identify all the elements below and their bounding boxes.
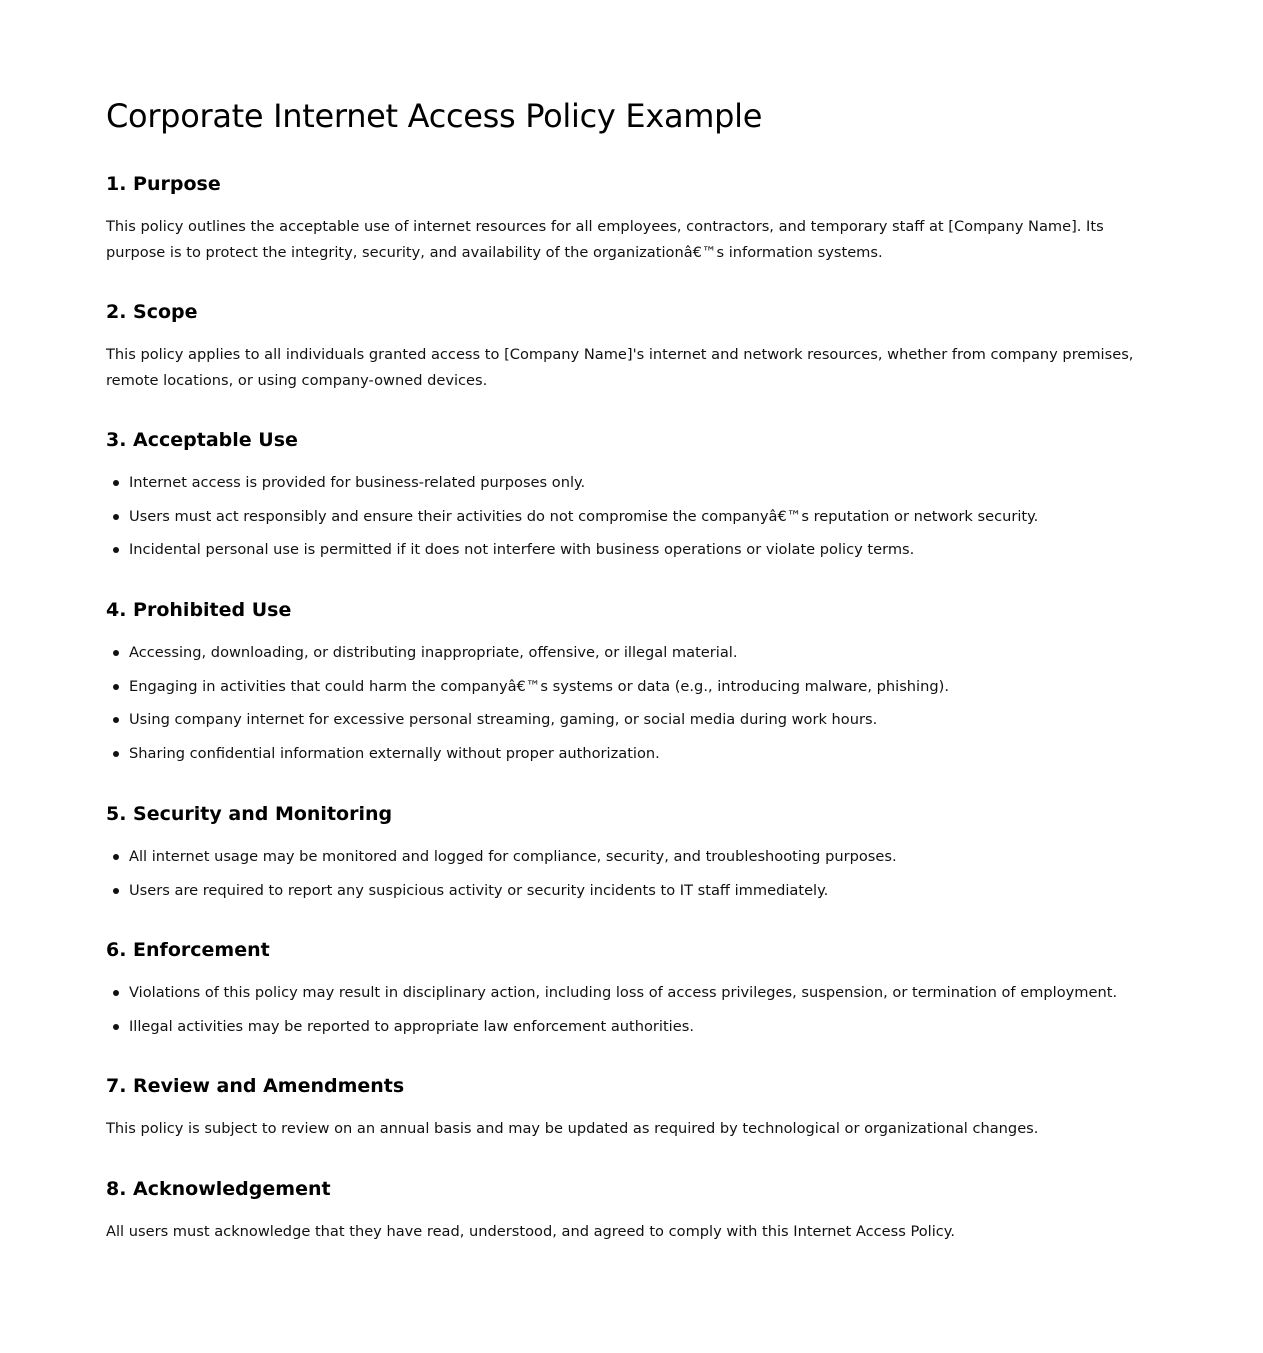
list-item-text: Engaging in activities that could harm the companyâ€™s systems or data (e.g., introducing malware, phishing). xyxy=(129,677,949,695)
bullet-list xyxy=(106,983,1166,1037)
section-heading: 5. Security and Monitoring xyxy=(106,803,393,825)
bullet-icon xyxy=(113,854,119,860)
section-paragraph: This policy applies to all individuals granted access to [Company Name]'s internet and network resources, whether from company premises, remote locations, or using company-owned devices. xyxy=(106,346,1134,389)
list-item-text: Sharing confidential information externally without proper authorization. xyxy=(129,745,660,763)
list-item xyxy=(106,744,1166,764)
list-item-text: Incidental personal use is permitted if it does not interfere with business operations or violate policy terms. xyxy=(129,541,915,559)
section-paragraph: All users must acknowledge that they have read, understood, and agreed to comply with this Internet Access Policy. xyxy=(106,1223,955,1240)
list-item-text: Users must act responsibly and ensure their activities do not compromise the companyâ€™s reputation or network security. xyxy=(129,507,1039,525)
section-heading: 4. Prohibited Use xyxy=(106,599,292,621)
section-enforcement xyxy=(106,938,1166,1050)
list-item-text: Internet access is provided for business-related purposes only. xyxy=(129,474,586,491)
section-purpose xyxy=(106,172,1166,266)
bullet-list xyxy=(106,473,1166,560)
list-item-text: Using company internet for excessive personal streaming, gaming, or social media during work hours. xyxy=(129,711,878,729)
bullet-icon xyxy=(113,751,119,757)
section-prohibited-use xyxy=(106,598,1166,778)
document-title: Corporate Internet Access Policy Example xyxy=(106,97,763,135)
list-item xyxy=(106,1017,1166,1037)
section-heading: 8. Acknowledgement xyxy=(106,1178,331,1200)
list-item xyxy=(106,507,1166,527)
bullet-icon xyxy=(113,650,119,656)
section-paragraph: This policy outlines the acceptable use of internet resources for all employees, contractors, and temporary staff at [Company Name]. Its purpose is to protect the integrity, security, and availability of the organizationâ€™s information systems. xyxy=(106,218,1104,261)
list-item xyxy=(106,847,1166,867)
bullet-icon xyxy=(113,1024,119,1030)
bullet-icon xyxy=(113,717,119,723)
section-review-amendments xyxy=(106,1074,1166,1142)
bullet-icon xyxy=(113,514,119,520)
bullet-list xyxy=(106,643,1166,764)
list-item-text: Illegal activities may be reported to appropriate law enforcement authorities. xyxy=(129,1017,694,1035)
section-heading: 7. Review and Amendments xyxy=(106,1075,405,1097)
section-paragraph: This policy is subject to review on an annual basis and may be updated as required by technological or organizational changes. xyxy=(106,1120,1039,1137)
bullet-icon xyxy=(113,480,119,486)
list-item xyxy=(106,643,1166,663)
bullet-icon xyxy=(113,684,119,690)
section-heading: 1. Purpose xyxy=(106,173,221,195)
list-item xyxy=(106,473,1166,493)
list-item-text: Violations of this policy may result in disciplinary action, including loss of access privileges, suspension, or termination of employment. xyxy=(129,984,1118,1001)
section-heading: 6. Enforcement xyxy=(106,939,270,961)
section-scope xyxy=(106,300,1166,394)
list-item xyxy=(106,677,1166,697)
section-security-monitoring xyxy=(106,802,1166,914)
section-acknowledgement xyxy=(106,1177,1166,1245)
section-acceptable-use xyxy=(106,428,1166,574)
list-item-text: All internet usage may be monitored and logged for compliance, security, and troubleshooting purposes. xyxy=(129,848,897,865)
bullet-list xyxy=(106,847,1166,901)
section-heading: 3. Acceptable Use xyxy=(106,429,298,451)
list-item xyxy=(106,540,1166,560)
bullet-icon xyxy=(113,990,119,996)
bullet-icon xyxy=(113,547,119,553)
list-item-text: Users are required to report any suspicious activity or security incidents to IT staff immediately. xyxy=(129,881,829,899)
list-item-text: Accessing, downloading, or distributing inappropriate, offensive, or illegal material. xyxy=(129,644,738,661)
list-item xyxy=(106,710,1166,730)
bullet-icon xyxy=(113,888,119,894)
list-item xyxy=(106,881,1166,901)
list-item xyxy=(106,983,1166,1003)
section-heading: 2. Scope xyxy=(106,301,198,323)
